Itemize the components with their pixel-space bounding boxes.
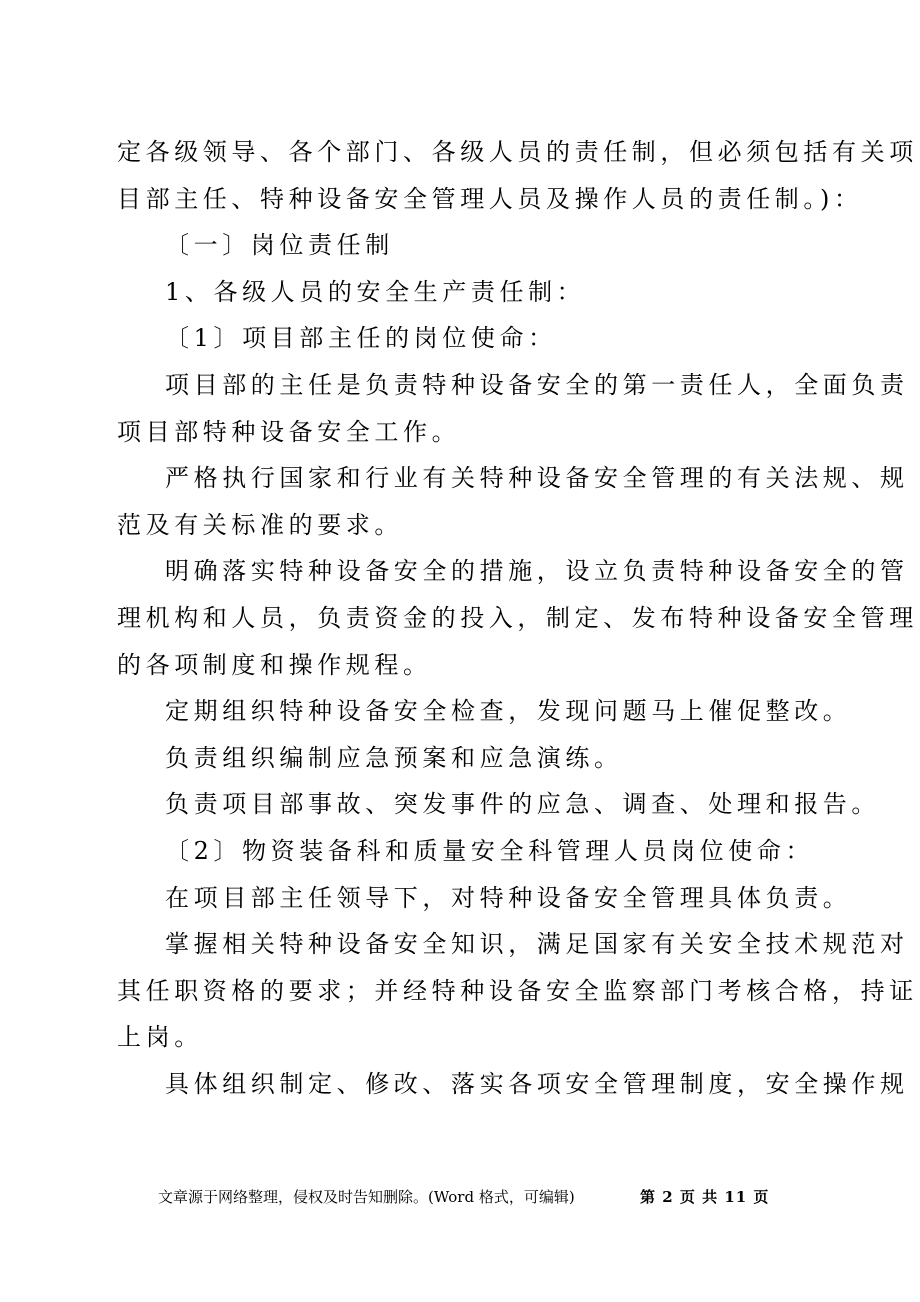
text-line: 具体组织制定、修改、落实各项安全管理制度，安全操作规 [165, 1069, 909, 1098]
text-line: 明确落实特种设备安全的措施，设立负责特种设备安全的管 [165, 557, 909, 586]
text-line: 的各项制度和操作规程。 [117, 650, 432, 679]
source-note: 文章源于网络整理，侵权及时告知删除。(Word 格式，可编辑) [158, 1188, 575, 1206]
text-line: 掌握相关特种设备安全知识，满足国家有关安全技术规范对 [165, 930, 909, 959]
section-heading: 〔一〕岗位责任制 [165, 231, 394, 260]
text-line: 在项目部主任领导下，对特种设备安全管理具体负责。 [165, 883, 852, 912]
text-line: 项目部特种设备安全工作。 [117, 417, 461, 446]
text-line: 定期组织特种设备安全检查，发现问题马上催促整改。 [165, 697, 852, 726]
text-line: 项目部的主任是负责特种设备安全的第一责任人，全面负责 [165, 370, 909, 399]
text-line: 目部主任、特种设备安全管理人员及操作人员的责任制。)： [117, 184, 863, 213]
text-line: 理机构和人员，负责资金的投入，制定、发布特种设备安全管理 [117, 603, 918, 632]
text-line: 范及有关标准的要求。 [117, 510, 403, 539]
text-line: 负责项目部事故、突发事件的应急、调查、处理和报告。 [165, 790, 880, 819]
item-heading: 〔1〕项目部主任的岗位使命： [165, 324, 557, 353]
item-heading: 〔2〕物资装备科和质量安全科管理人员岗位使命： [165, 836, 815, 865]
page-number: 第 2 页 共 11 页 [640, 1188, 770, 1206]
text-line: 负责组织编制应急预案和应急演练。 [165, 743, 623, 772]
text-line: 上岗。 [117, 1023, 203, 1052]
text-line: 其任职资格的要求；并经特种设备安全监察部门考核合格，持证 [117, 976, 918, 1005]
text-line: 严格执行国家和行业有关特种设备安全管理的有关法规、规 [165, 464, 909, 493]
subsection-heading: 1、各级人员的安全生产责任制： [165, 277, 586, 306]
body-text [117, 129, 918, 1107]
text-line: 定各级领导、各个部门、各级人员的责任制，但必须包括有关项 [117, 138, 918, 166]
